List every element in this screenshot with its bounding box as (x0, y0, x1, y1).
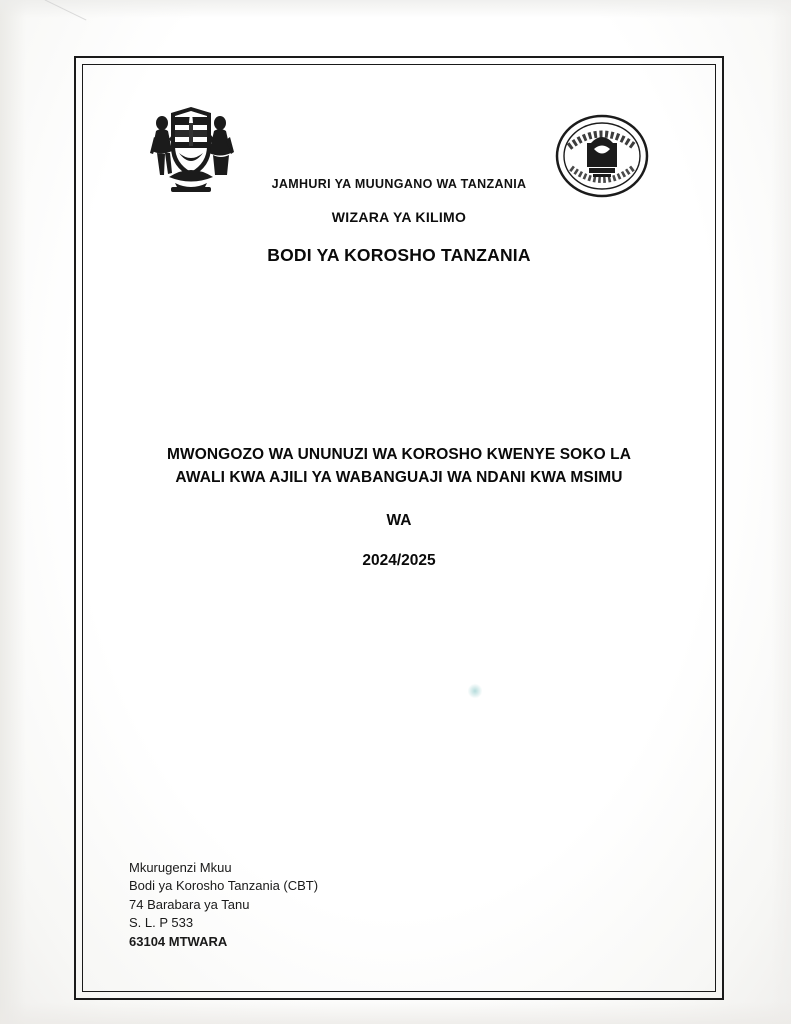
title-season: 2024/2025 (362, 551, 436, 569)
footer-line-city: 63104 MTWARA (129, 933, 228, 949)
scan-edge-shadow-top (0, 0, 791, 18)
scan-edge-shadow-left (0, 0, 26, 1024)
document-border-frame (74, 56, 724, 1000)
scan-edge-shadow-right (771, 0, 791, 1024)
heading-country: JAMHURI YA MUUNGANO WA TANZANIA (271, 177, 527, 191)
title-connector: WA (386, 511, 412, 529)
scan-edge-shadow-bottom (0, 1002, 791, 1024)
footer-line-board: Bodi ya Korosho Tanzania (CBT) (129, 878, 319, 894)
document-title-block (135, 443, 663, 570)
footer-line-director: Mkurugenzi Mkuu (129, 859, 232, 875)
title-line-2: AWALI KWA AJILI YA WABANGUAJI WA NDANI KWA MSIMU (175, 469, 623, 487)
document-heading-block (83, 177, 715, 266)
document-border-inner (82, 64, 716, 992)
heading-ministry: WIZARA YA KILIMO (331, 209, 467, 225)
footer-line-street: 74 Barabara ya Tanu (129, 896, 250, 912)
footer-line-pobox: S. L. P 533 (129, 915, 194, 931)
footer-address-block (129, 859, 318, 951)
title-line-1: MWONGOZO WA UNUNUZI WA KOROSHO KWENYE SOKO LA (166, 446, 632, 463)
heading-board: BODI YA KOROSHO TANZANIA (267, 245, 531, 265)
cover-page-content (83, 65, 715, 991)
scan-artifact-smudge (468, 683, 482, 699)
